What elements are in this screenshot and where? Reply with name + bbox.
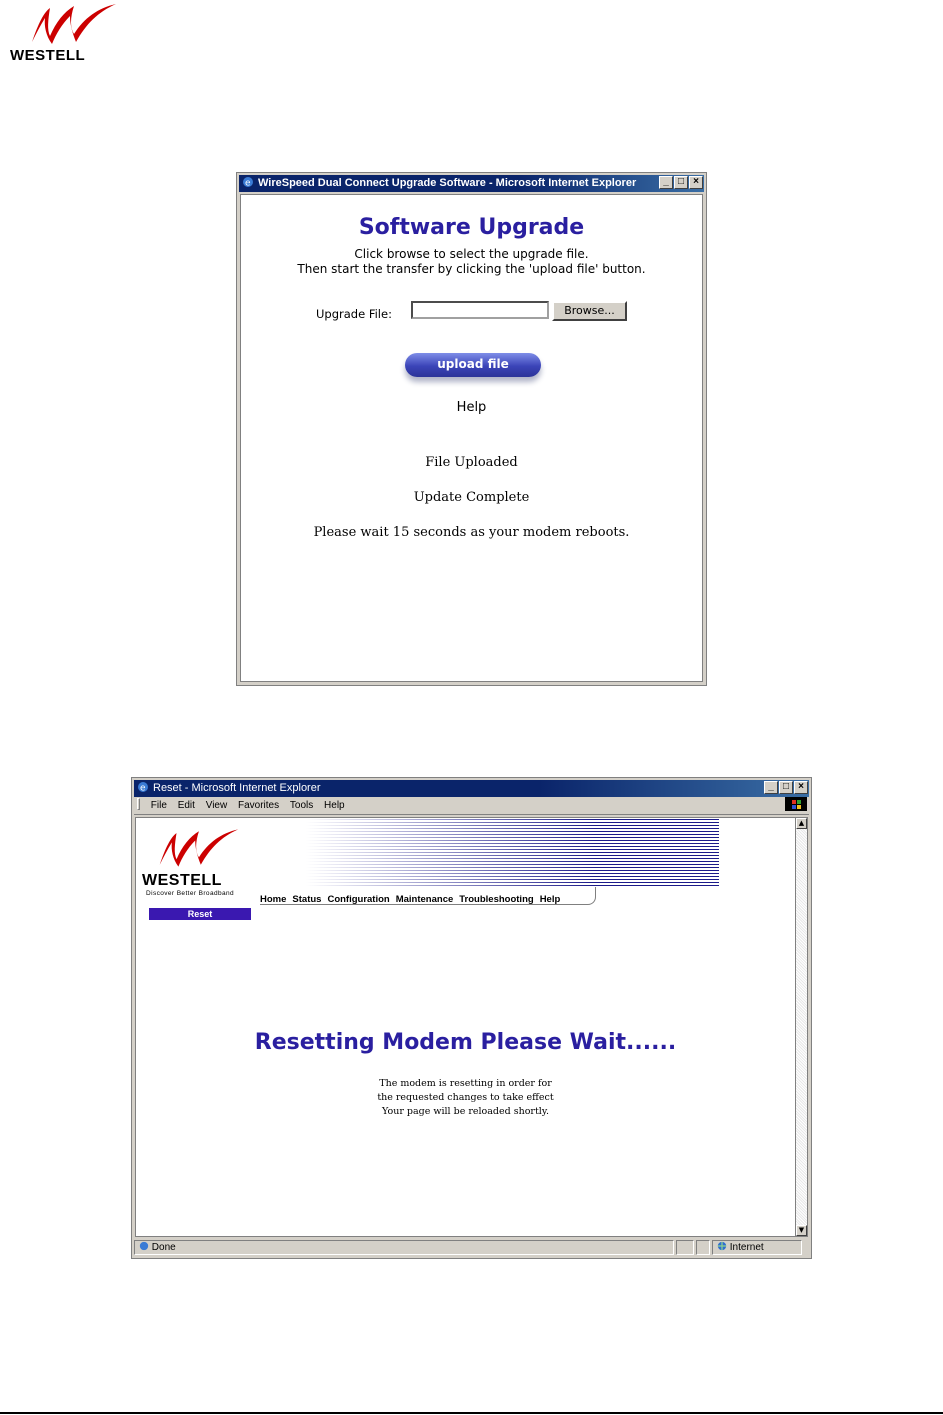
upgrade-file-label: Upgrade File: bbox=[316, 307, 392, 321]
minimize-icon[interactable]: _ bbox=[659, 176, 673, 189]
scroll-up-icon[interactable]: ▲ bbox=[796, 818, 807, 829]
internet-zone-icon bbox=[717, 1241, 727, 1251]
maximize-icon[interactable]: □ bbox=[779, 781, 793, 794]
nav-troubleshooting[interactable]: Troubleshooting bbox=[459, 894, 534, 905]
zone-cell bbox=[712, 1240, 802, 1255]
instruction-line-1: Click browse to select the upgrade file. bbox=[354, 247, 589, 261]
nav-home[interactable]: Home bbox=[260, 894, 287, 905]
upgrade-window-titlebar bbox=[239, 175, 704, 192]
maximize-icon[interactable]: □ bbox=[674, 176, 688, 189]
westell-page-logo bbox=[142, 826, 252, 898]
zone-text: Internet bbox=[729, 1242, 764, 1253]
nav-configuration[interactable]: Configuration bbox=[327, 894, 390, 905]
nav-maintenance[interactable]: Maintenance bbox=[395, 894, 454, 905]
reset-message-line-3: Your page will be reloaded shortly. bbox=[382, 1106, 549, 1117]
status-file-uploaded: File Uploaded bbox=[425, 455, 518, 470]
main-nav bbox=[260, 887, 596, 905]
window-controls bbox=[763, 781, 808, 797]
upload-file-button[interactable]: upload file bbox=[405, 353, 541, 377]
window-controls bbox=[658, 176, 703, 192]
current-page-badge: Reset bbox=[149, 908, 251, 920]
help-link[interactable]: Help bbox=[456, 400, 487, 415]
westell-doc-logo-text: WESTELL bbox=[10, 47, 86, 64]
reset-browser-window bbox=[131, 777, 812, 1259]
westell-logo-text: WESTELL bbox=[142, 872, 222, 889]
nav-help[interactable]: Help bbox=[539, 894, 561, 905]
menu-help[interactable]: Help bbox=[324, 800, 345, 811]
status-bar bbox=[134, 1239, 809, 1256]
menu-tools[interactable]: Tools bbox=[289, 800, 314, 811]
menu-edit[interactable]: Edit bbox=[177, 800, 195, 811]
minimize-icon[interactable]: _ bbox=[764, 781, 778, 794]
reset-message-line-2: the requested changes to take effect bbox=[377, 1092, 554, 1103]
scroll-down-icon[interactable]: ▼ bbox=[796, 1225, 807, 1236]
status-text: Done bbox=[151, 1242, 176, 1253]
windows-logo-icon bbox=[785, 797, 807, 811]
reset-window-title: Reset - Microsoft Internet Explorer bbox=[153, 782, 321, 794]
menu-favorites[interactable]: Favorites bbox=[237, 800, 280, 811]
page-done-icon bbox=[139, 1241, 149, 1251]
upgrade-file-input[interactable] bbox=[411, 301, 549, 319]
vertical-scrollbar[interactable] bbox=[795, 817, 808, 1237]
westell-logo-icon bbox=[28, 2, 118, 46]
close-icon[interactable]: × bbox=[689, 176, 703, 189]
svg-text:e: e bbox=[140, 783, 146, 793]
menu-grip bbox=[137, 798, 140, 810]
nav-status[interactable]: Status bbox=[292, 894, 322, 905]
reset-heading: Resetting Modem Please Wait...... bbox=[254, 1030, 677, 1055]
status-cell-progress bbox=[676, 1240, 694, 1255]
status-update-complete: Update Complete bbox=[413, 490, 530, 505]
menu-view[interactable]: View bbox=[205, 800, 228, 811]
westell-tagline: Discover Better Broadband bbox=[146, 890, 235, 897]
reset-message-line-1: The modem is resetting in order for bbox=[379, 1078, 552, 1089]
menu-bar bbox=[134, 798, 809, 815]
status-reboot-wait: Please wait 15 seconds as your modem reboots. bbox=[313, 525, 630, 540]
browse-button[interactable]: Browse... bbox=[552, 301, 627, 321]
upgrade-page-content bbox=[240, 194, 703, 682]
westell-doc-logo bbox=[10, 2, 120, 64]
ie-icon bbox=[137, 781, 149, 793]
svg-text:e: e bbox=[245, 178, 251, 188]
header-banner-stripes bbox=[306, 819, 719, 887]
reset-window-titlebar bbox=[134, 780, 809, 797]
westell-logo-icon bbox=[156, 826, 240, 870]
status-cell-lock bbox=[696, 1240, 710, 1255]
page-title: Software Upgrade bbox=[358, 215, 585, 240]
menu-file[interactable]: File bbox=[150, 800, 167, 811]
ie-icon bbox=[242, 176, 254, 188]
upgrade-browser-window bbox=[236, 172, 707, 686]
status-cell bbox=[134, 1240, 674, 1255]
close-icon[interactable]: × bbox=[794, 781, 808, 794]
footer-rule bbox=[0, 1412, 943, 1414]
reset-page-content bbox=[135, 817, 795, 1237]
instruction-line-2: Then start the transfer by clicking the 'upload file' button. bbox=[297, 262, 646, 276]
upgrade-window-title: WireSpeed Dual Connect Upgrade Software - Microsoft Internet Explorer bbox=[258, 177, 637, 189]
